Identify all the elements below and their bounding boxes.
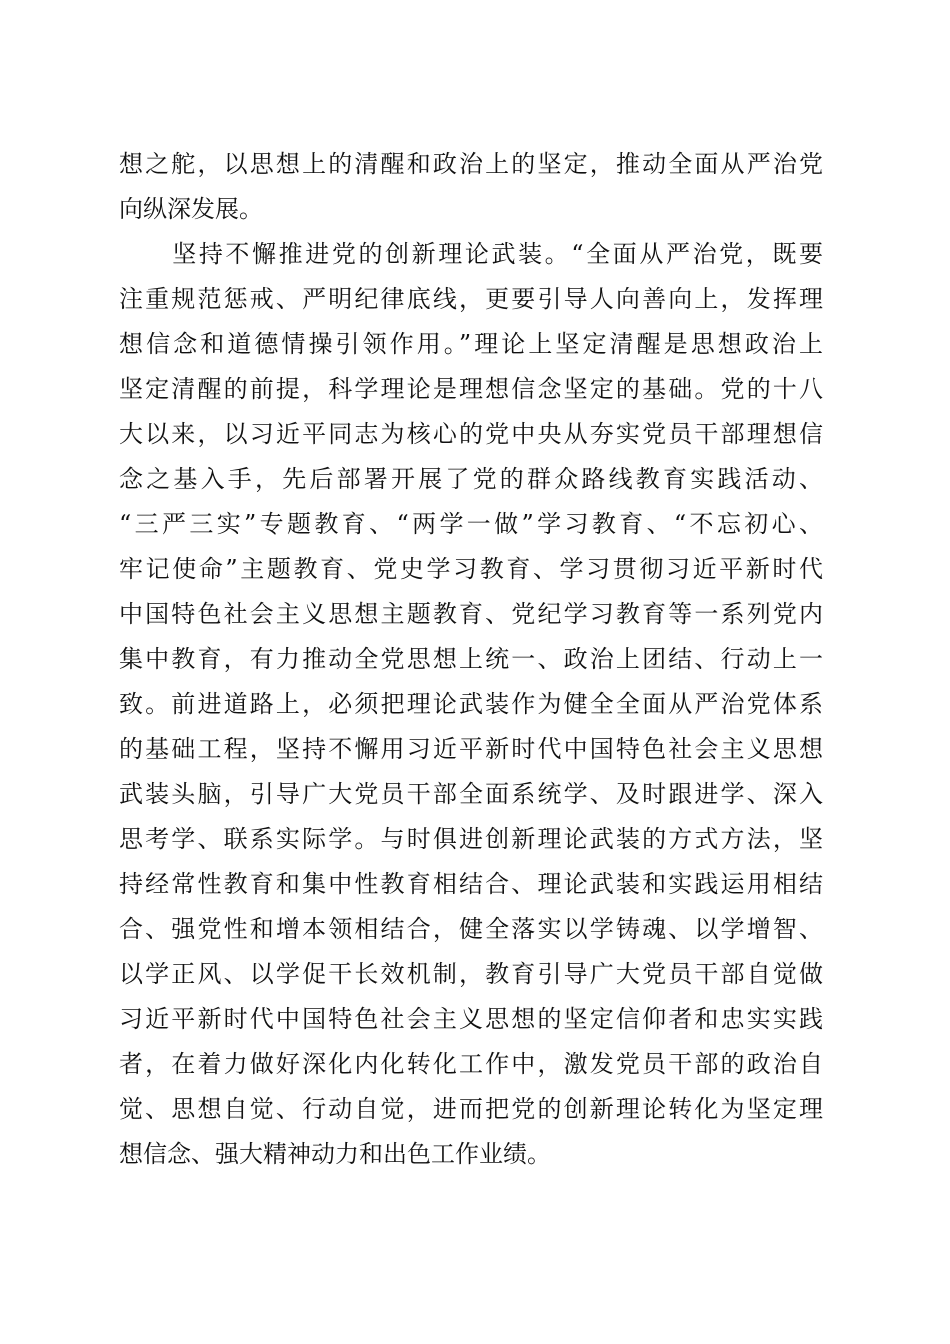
text-line: 牢记使命”主题教育、党史学习教育、学习贯彻习近平新时代 (119, 555, 823, 583)
text-line: 集中教育，有力推动全党思想上统一、政治上团结、行动上一 (119, 645, 823, 673)
text-line: 以学正风、以学促干长效机制，教育引导广大党员干部自觉做 (119, 960, 823, 988)
text-line: “三严三实”专题教育、“两学一做”学习教育、“不忘初心、 (119, 510, 823, 538)
text-line: 想信念和道德情操引领作用。”理论上坚定清醒是思想政治上 (119, 330, 823, 358)
text-line: 持经常性教育和集中性教育相结合、理论武装和实践运用相结 (119, 870, 823, 898)
text-line: 想信念、强大精神动力和出色工作业绩。 (119, 1140, 551, 1168)
text-line: 大以来，以习近平同志为核心的党中央从夯实党员干部理想信 (119, 420, 823, 448)
text-line: 合、强党性和增本领相结合，健全落实以学铸魂、以学增智、 (119, 915, 823, 943)
text-line: 注重规范惩戒、严明纪律底线，更要引导人向善向上，发挥理 (119, 285, 823, 313)
text-line: 思考学、联系实际学。与时俱进创新理论武装的方式方法，坚 (119, 825, 823, 853)
body-text (119, 142, 823, 1177)
text-line: 向纵深发展。 (119, 195, 263, 223)
text-line: 武装头脑，引导广大党员干部全面系统学、及时跟进学、深入 (119, 780, 823, 808)
text-line: 中国特色社会主义思想主题教育、党纪学习教育等一系列党内 (119, 600, 823, 628)
text-line: 坚持不懈推进党的创新理论武装。“全面从严治党，既要 (119, 240, 823, 268)
text-line: 致。前进道路上，必须把理论武装作为健全全面从严治党体系 (119, 690, 823, 718)
text-line: 念之基入手，先后部署开展了党的群众路线教育实践活动、 (119, 465, 823, 493)
text-line: 的基础工程，坚持不懈用习近平新时代中国特色社会主义思想 (119, 735, 823, 763)
text-line: 习近平新时代中国特色社会主义思想的坚定信仰者和忠实实践 (119, 1005, 823, 1033)
text-line: 坚定清醒的前提，科学理论是理想信念坚定的基础。党的十八 (119, 375, 823, 403)
text-line: 觉、思想自觉、行动自觉，进而把党的创新理论转化为坚定理 (119, 1095, 823, 1123)
text-line: 者，在着力做好深化内化转化工作中，激发党员干部的政治自 (119, 1050, 823, 1078)
text-line: 想之舵，以思想上的清醒和政治上的坚定，推动全面从严治党 (119, 150, 823, 178)
